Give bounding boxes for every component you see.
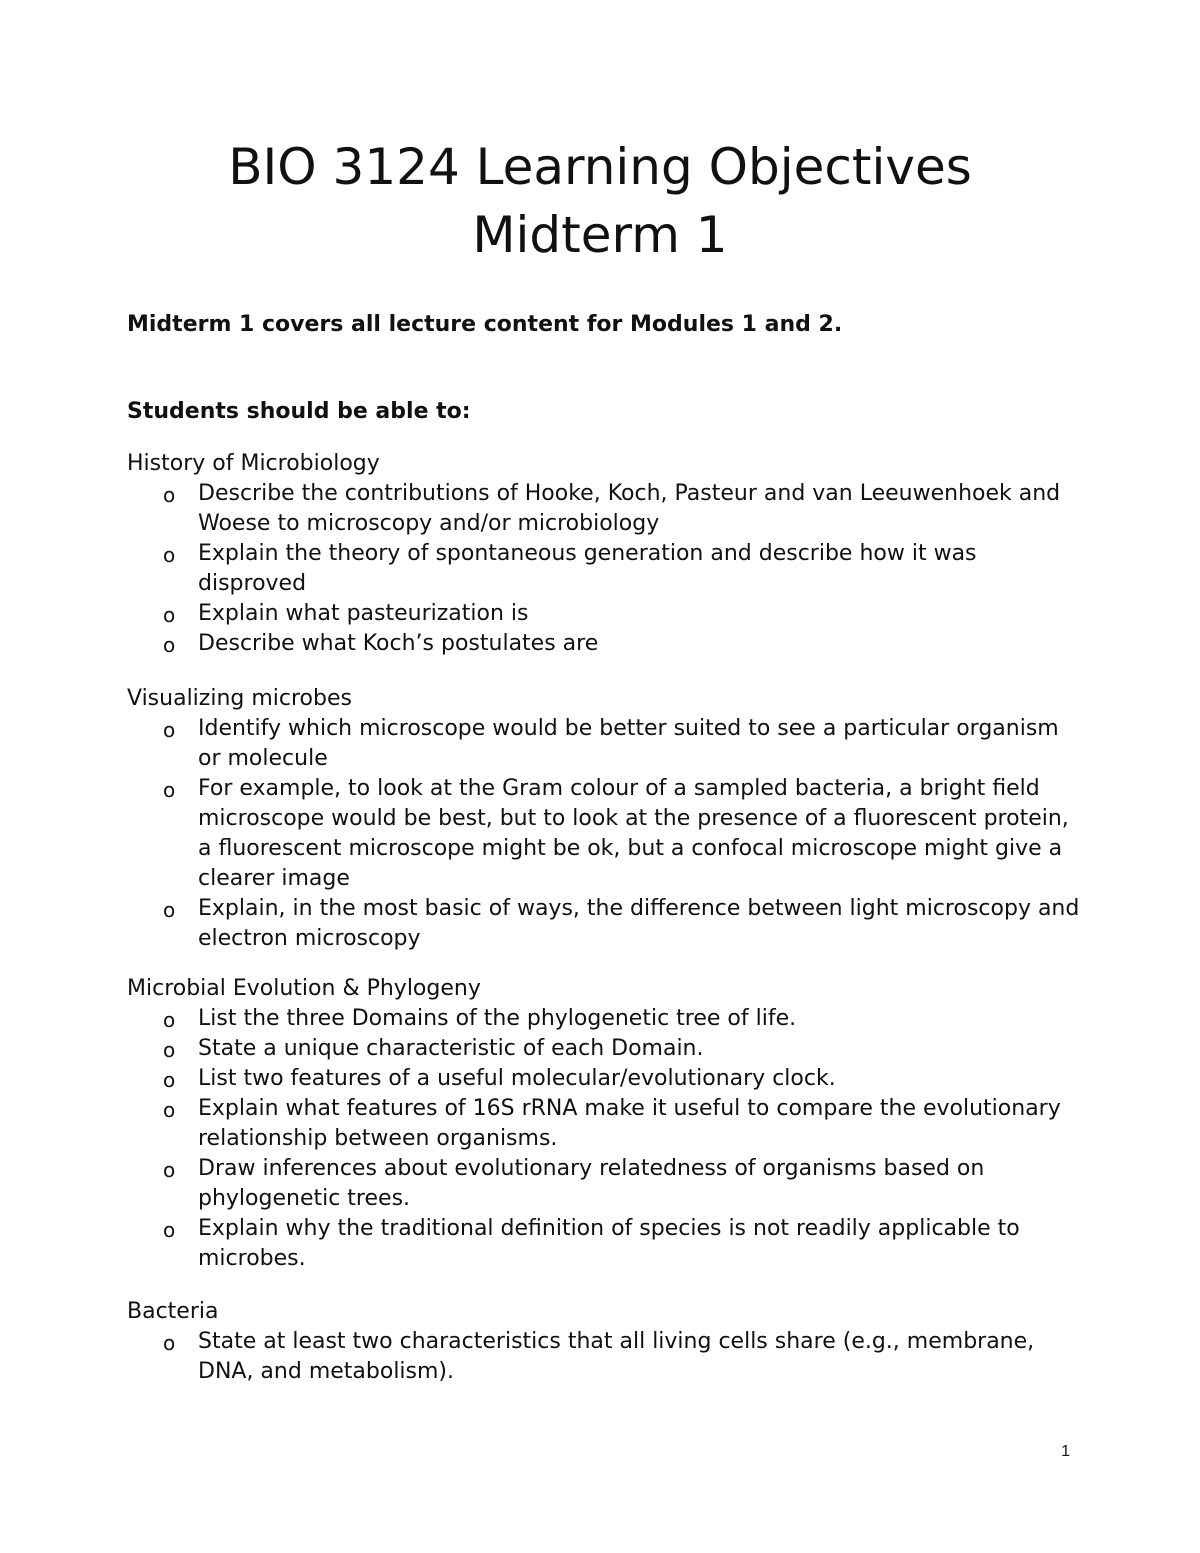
objective-list: [127, 714, 1087, 954]
bullet-circle-icon: o: [163, 1038, 176, 1062]
page-number: 1: [1061, 1443, 1070, 1460]
bullet-circle-icon: o: [163, 1218, 176, 1242]
section-heading: Bacteria: [127, 1299, 219, 1324]
objective-item: [127, 629, 1087, 659]
section-visualizing-microbes: [127, 684, 1087, 954]
section-history-of-microbiology: [127, 449, 1087, 659]
objective-text: State a unique characteristic of each Domain.: [198, 1036, 704, 1061]
bullet-circle-icon: o: [163, 603, 176, 627]
objective-text: Explain what features of 16S rRNA make it useful to compare the evolutionary relationship between organisms.: [198, 1096, 1061, 1151]
section-bacteria: [127, 1297, 1087, 1387]
objective-item: [127, 774, 1087, 894]
objective-item: [127, 894, 1087, 954]
objective-text: Draw inferences about evolutionary relatedness of organisms based on phylogenetic trees.: [198, 1156, 985, 1211]
objective-item: [127, 1034, 1087, 1064]
section-microbial-evolution-phylogeny: [127, 974, 1087, 1274]
objective-item: [127, 1064, 1087, 1094]
objective-list: [127, 479, 1087, 659]
coverage-statement: Midterm 1 covers all lecture content for Modules 1 and 2.: [127, 312, 843, 337]
objective-text: Explain what pasteurization is: [198, 601, 529, 626]
objective-item: [127, 539, 1087, 599]
bullet-circle-icon: o: [163, 633, 176, 657]
objective-text: For example, to look at the Gram colour of a sampled bacteria, a bright field microscope would be best, but to look at the presence of a fluorescent protein, a fluorescent microscope might be ok, but a confocal microscope might give a clearer image: [198, 776, 1069, 891]
objective-text: Describe the contributions of Hooke, Koch, Pasteur and van Leeuwenhoek and Woese to microscopy and/or microbiology: [198, 481, 1061, 536]
objective-text: Explain why the traditional definition of species is not readily applicable to microbes.: [198, 1216, 1020, 1271]
objective-item: [127, 1004, 1087, 1034]
bullet-circle-icon: o: [163, 1068, 176, 1092]
objective-text: State at least two characteristics that all living cells share (e.g., membrane, DNA, and metabolism).: [198, 1329, 1035, 1384]
document-title-line-2: Midterm 1: [472, 206, 728, 264]
bullet-circle-icon: o: [163, 483, 176, 507]
objective-text: List the three Domains of the phylogenetic tree of life.: [198, 1006, 797, 1031]
section-heading: Microbial Evolution & Phylogeny: [127, 976, 481, 1001]
bullet-circle-icon: o: [163, 718, 176, 742]
objective-item: [127, 1094, 1087, 1154]
objective-text: Identify which microscope would be better suited to see a particular organism or molecule: [198, 716, 1059, 771]
bullet-circle-icon: o: [163, 778, 176, 802]
bullet-circle-icon: o: [163, 898, 176, 922]
objective-list: [127, 1327, 1087, 1387]
bullet-circle-icon: o: [163, 1008, 176, 1032]
objective-item: [127, 1154, 1087, 1214]
bullet-circle-icon: o: [163, 1331, 176, 1355]
objective-item: [127, 1327, 1087, 1387]
bullet-circle-icon: o: [163, 1158, 176, 1182]
bullet-circle-icon: o: [163, 543, 176, 567]
document-title-line-1: BIO 3124 Learning Objectives: [228, 138, 972, 196]
bullet-circle-icon: o: [163, 1098, 176, 1122]
objective-text: Describe what Koch’s postulates are: [198, 631, 599, 656]
objective-item: [127, 479, 1087, 539]
objective-text: Explain the theory of spontaneous generation and describe how it was disproved: [198, 541, 977, 596]
objective-text: List two features of a useful molecular/evolutionary clock.: [198, 1066, 836, 1091]
section-heading: Visualizing microbes: [127, 686, 352, 711]
objective-item: [127, 1214, 1087, 1274]
objective-item: [127, 714, 1087, 774]
objective-list: [127, 1004, 1087, 1274]
objective-item: [127, 599, 1087, 629]
objective-text: Explain, in the most basic of ways, the difference between light microscopy and electron microscopy: [198, 896, 1080, 951]
section-heading: History of Microbiology: [127, 451, 380, 476]
objectives-intro: Students should be able to:: [127, 399, 471, 424]
